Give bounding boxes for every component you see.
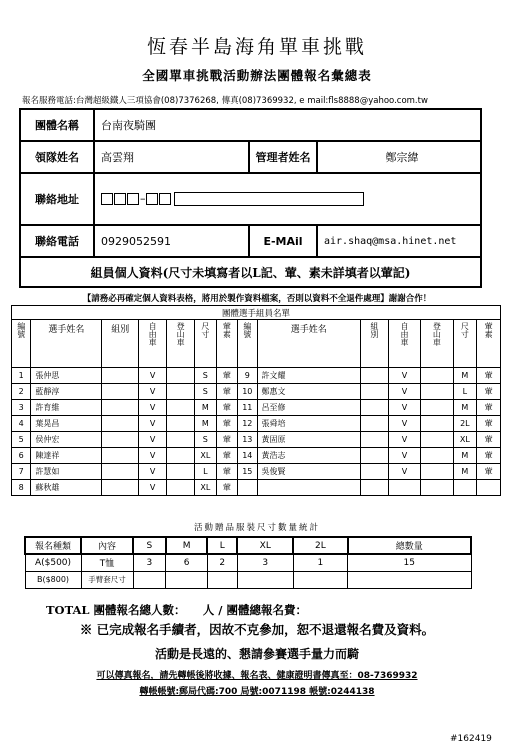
roster-left-free: V [139,464,167,480]
roster-left-mountain [167,384,195,400]
size-b-type: B($800) [25,571,81,588]
leader-name-field[interactable]: 高雲翔 [94,141,249,173]
roster-left-no: 4 [12,416,31,432]
account-info: 轉帳帳號:郵局代碼:700 局號:0071198 帳號:0244138 [139,687,375,697]
col-diet: 葷素 [216,320,238,368]
roster-left-mountain [167,432,195,448]
manager-name-label: 管理者姓名 [249,141,317,173]
roster-right-free: V [388,416,420,432]
col-no: 編號 [12,320,31,368]
roster-right-no: 12 [238,416,257,432]
size-b-content: 手臂套尺寸 [81,571,133,588]
roster-left-free: V [139,368,167,384]
roster-left-no: 5 [12,432,31,448]
slogan: 活動是長遠的、懇請參賽選手量力而騎 [154,647,359,661]
roster-left-diet: 葷 [216,368,238,384]
document-id: #162419 [450,734,492,744]
roster-right-mountain [421,448,453,464]
size-stats-table [24,536,472,589]
roster-left-name[interactable]: 許慧如 [31,464,102,480]
roster-right-size[interactable]: M [453,400,477,416]
roster-left-free: V [139,384,167,400]
size-header-l: L [207,537,237,554]
col-group: 組別 [360,320,388,368]
col-free: 自由車 [388,320,420,368]
form-subtitle: 全國單車挑戰活動辦法團體報名彙總表 [142,68,372,83]
roster-left-mountain [167,400,195,416]
roster-right-mountain [421,432,453,448]
roster-left-no: 1 [12,368,31,384]
roster-right-group [360,368,388,384]
roster-left-free: V [139,400,167,416]
size-header-m: M [166,537,208,554]
col-diet: 葷素 [477,320,501,368]
size-a-total[interactable]: 15 [348,554,471,571]
roster-right-group [360,464,388,480]
roster-left-size[interactable]: S [195,384,217,400]
size-header-xl: XL [237,537,293,554]
roster-right-name[interactable]: 許文耀 [257,368,360,384]
roster-left-free: V [139,416,167,432]
phone-label: 聯絡電話 [20,225,94,257]
roster-right-size[interactable]: L [453,384,477,400]
roster-right-diet: 葷 [477,432,501,448]
roster-left-group [102,416,139,432]
roster-row [12,464,501,480]
roster-right-diet [477,480,501,496]
roster-left-no: 8 [12,480,31,496]
col-mountain: 登山車 [421,320,453,368]
postcode-box [114,193,126,205]
roster-left-diet: 葷 [216,432,238,448]
team-name-label: 團體名稱 [20,109,94,141]
address-label: 聯絡地址 [20,173,94,225]
members-section-header: 組員個人資料(尺寸未填寫者以L記、葷、素未詳填者以葷記) [20,257,481,287]
roster-right-group [360,432,388,448]
roster-right-diet: 葷 [477,416,501,432]
roster-right-free: V [388,448,420,464]
size-a-s[interactable]: 3 [133,554,166,571]
roster-right-name[interactable]: 黃固原 [257,432,360,448]
col-size: 尺寸 [453,320,477,368]
roster-table [11,305,501,496]
roster-left-no: 3 [12,400,31,416]
roster-right-free: V [388,400,420,416]
size-stats-title: 活動贈品服裝尺寸數量統計 [193,523,320,533]
roster-left-diet: 葷 [216,448,238,464]
col-free: 自由車 [139,320,167,368]
roster-row [12,480,501,496]
postcode-box [146,193,158,205]
roster-left-mountain [167,480,195,496]
address-field[interactable]: – [94,173,481,225]
roster-left-no: 2 [12,384,31,400]
postcode-box [101,193,113,205]
roster-left-size[interactable]: XL [195,480,217,496]
roster-right-group [360,448,388,464]
roster-title: 團體選手組員名單 [12,306,501,320]
size-a-type: A($500) [25,554,81,571]
size-b-m[interactable] [166,571,208,588]
roster-left-diet: 葷 [216,416,238,432]
col-name: 選手姓名 [31,320,102,368]
size-header-type: 報名種類 [25,537,81,554]
total-line: TOTAL 團體報名總人數： 人 / 團體總報名費： [46,603,307,617]
manager-name-field[interactable]: 鄭宗緯 [317,141,481,173]
roster-right-name[interactable]: 張舜培 [257,416,360,432]
roster-left-size[interactable]: M [195,416,217,432]
size-header-content: 內容 [81,537,133,554]
fax-instructions: 可以傳真報名，請先轉帳後將收據、報名表、健康證明書傳真至：08-7369932 [96,671,418,681]
roster-left-diet: 葷 [216,384,238,400]
roster-left-free: V [139,480,167,496]
address-line-box [174,192,364,206]
refund-notice: ※ 已完成報名手續者，因故不克參加，恕不退還報名費及資料。 [79,622,435,637]
size-a-xl[interactable]: 3 [237,554,293,571]
roster-right-free: V [388,432,420,448]
postcode-box [127,193,139,205]
roster-left-name[interactable]: 藍靜淳 [31,384,102,400]
roster-right-mountain [421,400,453,416]
roster-right-size[interactable] [453,480,477,496]
size-header-s: S [133,537,166,554]
roster-right-diet: 葷 [477,448,501,464]
roster-right-no: 14 [238,448,257,464]
roster-right-group [360,480,388,496]
roster-right-mountain [421,368,453,384]
email-label: E-MAil [249,225,317,257]
roster-left-name[interactable]: 侯仲宏 [31,432,102,448]
email-field[interactable]: air.shaq@msa.hinet.net [317,225,481,257]
roster-left-size[interactable]: XL [195,448,217,464]
roster-left-mountain [167,448,195,464]
size-b-s[interactable] [133,571,166,588]
roster-left-size[interactable]: M [195,400,217,416]
roster-right-free: V [388,464,420,480]
roster-left-no: 7 [12,464,31,480]
roster-right-size[interactable]: 2L [453,416,477,432]
roster-right-size[interactable]: M [453,464,477,480]
roster-right-size[interactable]: M [453,448,477,464]
roster-left-group [102,448,139,464]
roster-right-no: 15 [238,464,257,480]
team-name-field[interactable]: 台南夜騎團 [94,109,481,141]
roster-row [12,448,501,464]
roster-right-group [360,400,388,416]
roster-right-diet: 葷 [477,400,501,416]
roster-right-size[interactable]: M [453,368,477,384]
roster-right-diet: 葷 [477,384,501,400]
col-size: 尺寸 [195,320,217,368]
roster-left-group [102,464,139,480]
contact-line: 報名服務電話:台灣超級鐵人三項協會(08)7376268, 傳真(08)7369932, e mail:fls8888@yahoo.com.tw [22,96,428,106]
roster-left-size[interactable]: L [195,464,217,480]
col-group: 組別 [102,320,139,368]
roster-row [12,384,501,400]
roster-right-mountain [421,480,453,496]
size-b-xl[interactable] [237,571,293,588]
leader-name-label: 領隊姓名 [20,141,94,173]
roster-row [12,368,501,384]
size-b-2l[interactable] [293,571,347,588]
roster-left-name[interactable]: 蘇秋雄 [31,480,102,496]
roster-left-free: V [139,448,167,464]
roster-left-diet: 葷 [216,400,238,416]
roster-left-free: V [139,432,167,448]
size-a-m[interactable]: 6 [166,554,208,571]
roster-row [12,416,501,432]
size-a-l[interactable]: 2 [207,554,237,571]
roster-right-free: V [388,368,420,384]
roster-right-no: 10 [238,384,257,400]
col-name: 選手姓名 [257,320,360,368]
roster-left-group [102,480,139,496]
roster-right-no: 13 [238,432,257,448]
roster-left-name[interactable]: 葉晃昌 [31,416,102,432]
postcode-box [159,193,171,205]
roster-right-free: V [388,384,420,400]
roster-left-name[interactable]: 張仲思 [31,368,102,384]
roster-right-diet: 葷 [477,368,501,384]
roster-body [12,368,501,496]
roster-right-free [388,480,420,496]
roster-left-group [102,384,139,400]
size-b-l[interactable] [207,571,237,588]
roster-right-group [360,384,388,400]
roster-right-name[interactable] [257,480,360,496]
roster-right-name[interactable]: 呂至修 [257,400,360,416]
roster-left-group [102,432,139,448]
roster-right-name[interactable]: 黃浩志 [257,448,360,464]
roster-right-mountain [421,464,453,480]
roster-left-group [102,400,139,416]
roster-left-size[interactable]: S [195,368,217,384]
roster-right-name[interactable]: 鄭惠文 [257,384,360,400]
size-header-2l: 2L [293,537,347,554]
roster-right-size[interactable]: XL [453,432,477,448]
roster-left-diet: 葷 [216,464,238,480]
roster-left-mountain [167,464,195,480]
roster-right-group [360,416,388,432]
warning-note: 【請務必再確定個人資料表格，將用於製作資料檔案，否則以資料不全退件處理】謝謝合作！ [82,294,432,304]
roster-left-name[interactable]: 許育維 [31,400,102,416]
roster-right-no: 9 [238,368,257,384]
roster-left-name[interactable]: 陳達祥 [31,448,102,464]
size-header-total: 總數量 [348,537,471,554]
size-a-2l[interactable]: 1 [293,554,347,571]
col-mountain: 登山車 [167,320,195,368]
roster-left-mountain [167,416,195,432]
team-info-table [19,108,482,288]
roster-right-no [238,480,257,496]
roster-right-mountain [421,416,453,432]
roster-row [12,400,501,416]
roster-right-mountain [421,384,453,400]
roster-left-no: 6 [12,448,31,464]
roster-left-size[interactable]: S [195,432,217,448]
page-title: 恆春半島海角單車挑戰 [146,36,367,58]
roster-left-group [102,368,139,384]
roster-left-mountain [167,368,195,384]
roster-row [12,432,501,448]
size-b-total[interactable] [348,571,471,588]
phone-field[interactable]: 0929052591 [94,225,249,257]
col-no: 編號 [238,320,257,368]
roster-right-no: 11 [238,400,257,416]
roster-right-diet: 葷 [477,464,501,480]
roster-left-diet: 葷 [216,480,238,496]
roster-right-name[interactable]: 吳俊賢 [257,464,360,480]
size-a-content: T恤 [81,554,133,571]
